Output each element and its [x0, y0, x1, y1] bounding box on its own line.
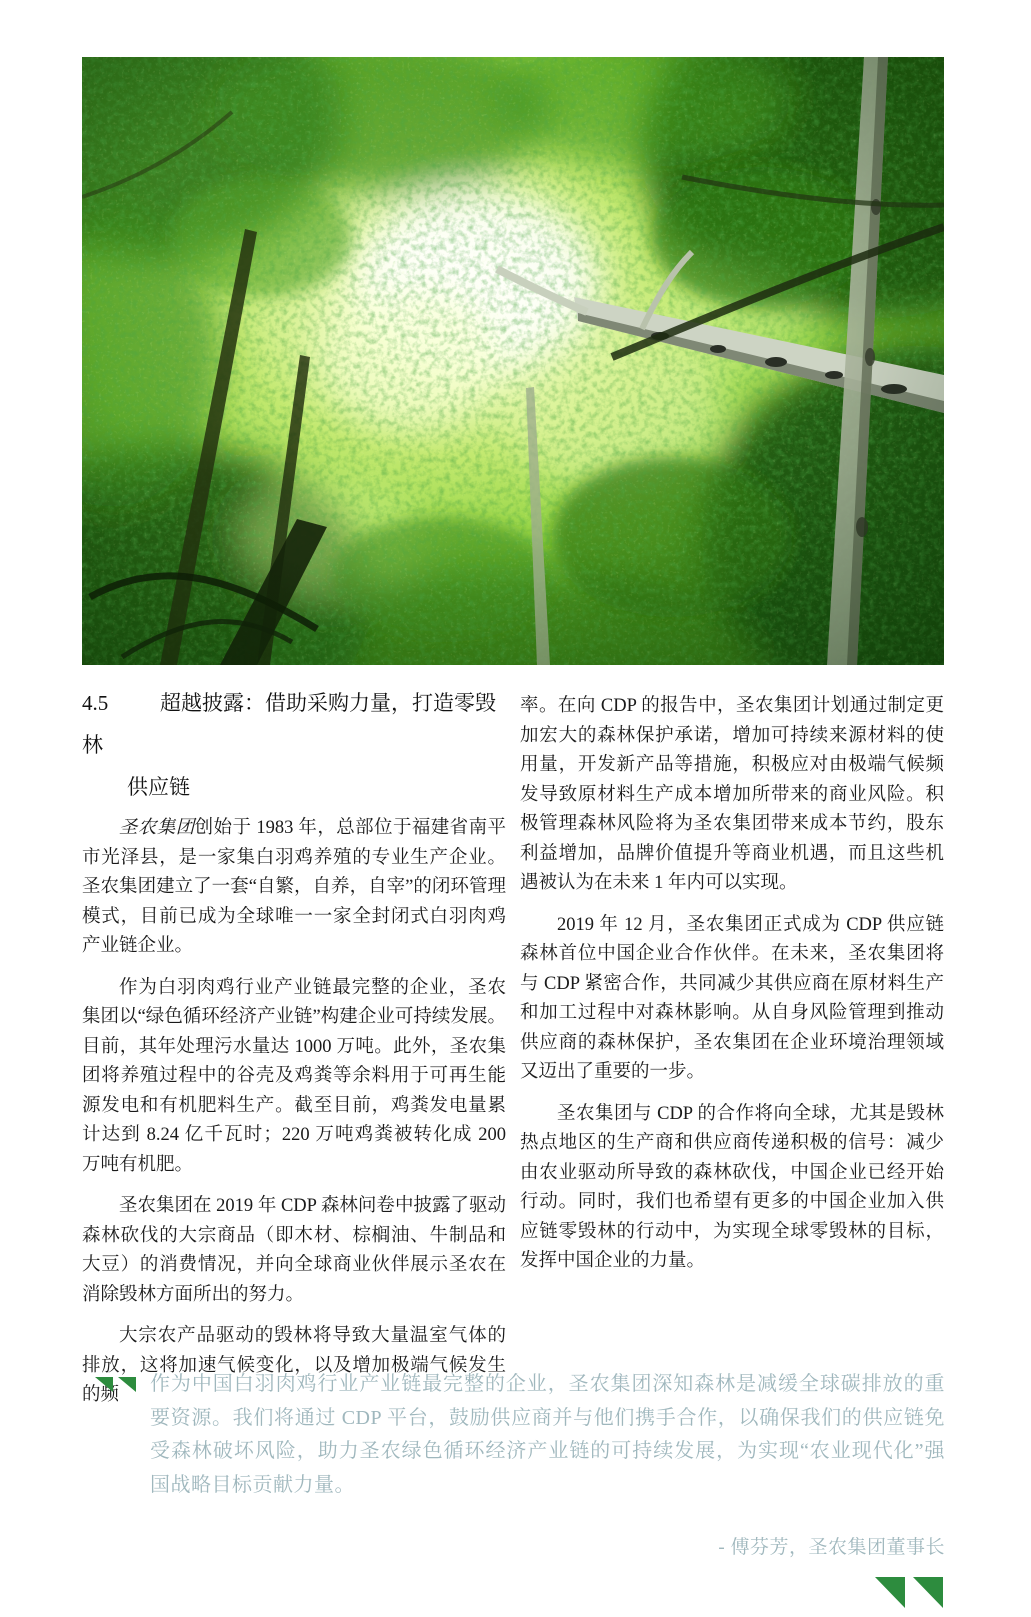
paragraph-text: 创始于 1983 年，总部位于福建省南平市光泽县，是一家集白羽鸡养殖的专业生产企业。圣农集团建立了一套“自繁，自养，自宰”的闭环管理模式，目前已成为全球唯一一家全封闭式白羽肉鸡产业链企业。	[82, 818, 506, 956]
quote-triangle	[95, 1377, 113, 1392]
forest-canopy-illustration	[82, 57, 944, 665]
quote-text: 作为中国白羽肉鸡行业产业链最完整的企业，圣农集团深知森林是减缓全球碳排放的重要资源。我们将通过 CDP 平台，鼓励供应商并与他们携手合作，以确保我们的供应链免受森林破坏风险，助力圣农绿色循环经济产业链的可持续发展，为实现“农业现代化”强国战略目标贡献力量。	[150, 1373, 945, 1497]
quote-open-icon	[95, 1377, 141, 1397]
quote-triangle	[913, 1577, 943, 1608]
company-name-italic: 圣农集团	[119, 818, 195, 838]
left-column	[82, 682, 506, 1423]
quote-triangle	[118, 1377, 136, 1392]
paragraph-global-signal: 圣农集团与 CDP 的合作将向全球，尤其是毁林热点地区的生产商和供应商传递积极的信号：减少由农业驱动所导致的森林砍伐，中国企业已经开始行动。同时，我们也希望有更多的中国企业加入供应链零毁林的行动中，为实现全球零毁林的目标，发挥中国企业的力量。	[520, 1103, 944, 1271]
paragraph-deforestation-start: 大宗农产品驱动的毁林将导致大量温室气体的排放，这将加速气候变化，以及增加极端气候发生的频	[82, 1326, 506, 1405]
section-heading	[82, 682, 506, 808]
pull-quote	[95, 1368, 947, 1503]
paragraph-intro	[82, 814, 506, 962]
quote-close-icon	[867, 1577, 943, 1613]
section-title-continued: 供应链	[127, 775, 190, 799]
paragraph-cdp-partnership: 2019 年 12 月，圣农集团正式成为 CDP 供应链森林首位中国企业合作伙伴。在未来，圣农集团将与 CDP 紧密合作，共同减少其供应商在原材料生产和加工过程中对森林影响。从自身风险管理到推动供应商的森林保护，圣农集团在企业环境治理领域又迈出了重要的一步。	[520, 914, 944, 1082]
article-body	[82, 682, 944, 1423]
paragraph-cdp-questionnaire: 圣农集团在 2019 年 CDP 森林问卷中披露了驱动森林砍伐的大宗商品（即木材、棕榈油、牛制品和大豆）的消费情况，并向全球商业伙伴展示圣农在消除毁林方面所出的努力。	[82, 1196, 506, 1305]
section-title: 超越披露：借助采购力量，打造零毁林	[82, 691, 496, 757]
quote-attribution: - 傅芬芳，圣农集团董事长	[718, 1537, 945, 1558]
quote-triangle	[875, 1577, 905, 1608]
forest-canopy-photo	[82, 57, 944, 665]
right-column	[520, 682, 944, 1423]
section-heading-line1	[82, 682, 506, 766]
paragraph-deforestation-continued: 率。在向 CDP 的报告中，圣农集团计划通过制定更加宏大的森林保护承诺，增加可持续来源材料的使用量，开发新产品等措施，积极应对由极端气候频发导致原材料生产成本增加所带来的商业风险。积极管理森林风险将为圣农集团带来成本节约，股东利益增加，品牌价值提升等商业机遇，而且这些机遇被认为在未来 1 年内可以实现。	[520, 696, 944, 893]
section-number: 4.5	[82, 691, 109, 715]
paragraph-circular-economy: 作为白羽肉鸡行业产业链最完整的企业，圣农集团以“绿色循环经济产业链”构建企业可持续发展。目前，其年处理污水量达 1000 万吨。此外，圣农集团将养殖过程中的谷壳及鸡粪等余料用于可再生能源发电和有机肥料生产。截至目前，鸡粪发电量累计达到 8.24 亿千瓦时；220 万吨鸡粪被转化成 200 万吨有机肥。	[82, 977, 506, 1175]
